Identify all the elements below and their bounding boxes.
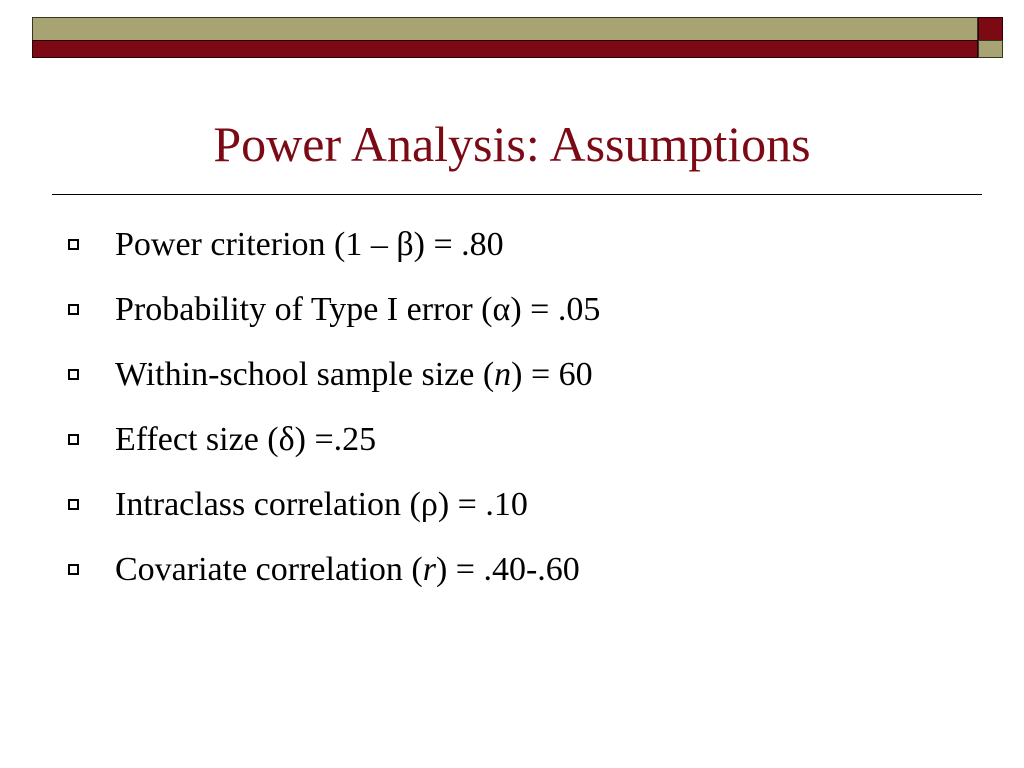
square-bullet-icon [68, 369, 79, 380]
bullet-text: Intraclass correlation (ρ) = .10 [115, 485, 528, 523]
bullet-item-power [66, 212, 600, 277]
slide-title: Power Analysis: Assumptions [213, 116, 811, 172]
bullet-list [66, 212, 600, 602]
bullet-text: Within-school sample size (n) = 60 [115, 355, 593, 393]
header-bar-olive [32, 17, 978, 41]
header-square-olive [978, 40, 1003, 58]
square-bullet-icon [68, 304, 79, 315]
bullet-item-covariate [66, 537, 600, 602]
bullet-item-effect-size [66, 407, 600, 472]
header-square-maroon [978, 17, 1003, 41]
bullet-item-intraclass [66, 472, 600, 537]
square-bullet-icon [68, 499, 79, 510]
bullet-text: Probability of Type I error (α) = .05 [115, 290, 601, 328]
bullet-text: Effect size (δ) =.25 [115, 420, 377, 458]
bullet-text: Power criterion (1 – β) = .80 [115, 225, 504, 263]
square-bullet-icon [68, 434, 79, 445]
bullet-text: Covariate correlation (r) = .40-.60 [115, 550, 580, 588]
bullet-item-sample-size [66, 342, 600, 407]
title-divider [52, 194, 982, 195]
header-bar-maroon [32, 40, 978, 58]
square-bullet-icon [68, 239, 79, 250]
bullet-item-type1-error [66, 277, 600, 342]
square-bullet-icon [68, 564, 79, 575]
